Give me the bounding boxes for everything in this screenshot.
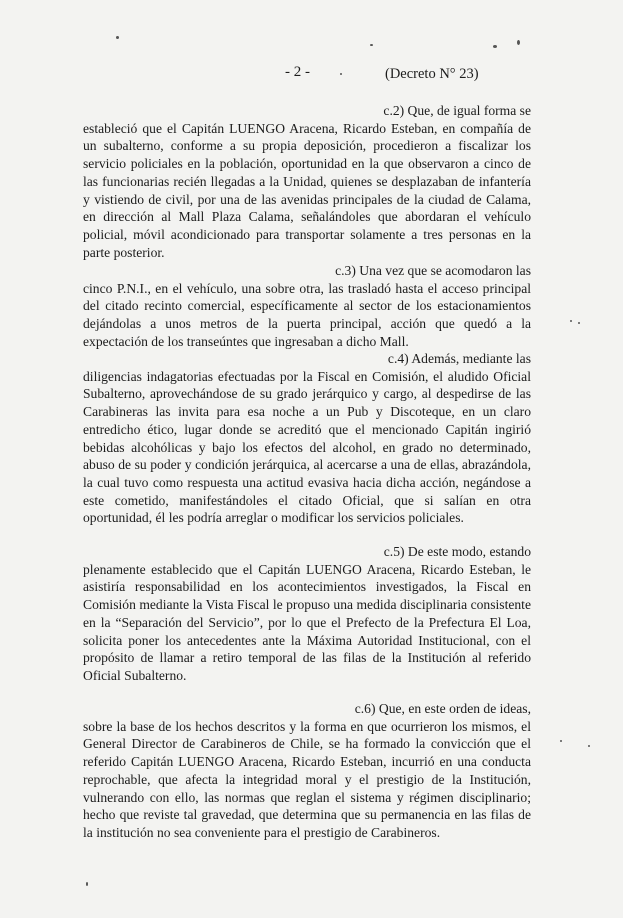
paragraph-lead: c.5) De este modo, estando xyxy=(383,544,531,559)
paragraph-c2 xyxy=(83,102,531,261)
paragraph-body: diligencias indagatorias efectuadas por la Fiscal en Comisión, el aludido Oficial Subalterno, aprovechándose de su grado jerárquico y cargo, al despedirse de las Carabineras las invita para esa noche a un Pub y Discoteque, en un claro entredicho ético, lugar donde se acreditó que el mencionado Capitán ingirió bebidas alcohólicas y bajo los efectos del alcohol, en grado no determinado, abuso de su poder y condición jerárquica, al acercarse a una de ellas, abrazándola, la cual tuvo como respuesta una actitud evasiva hacia dicha acción, negándose a este cometido, manifestándoles el citado Oficial, que si salían en otra oportunidad, él les podría arreglar o modificar los servicios policiales. xyxy=(83,368,531,526)
paragraph-c4 xyxy=(83,350,531,527)
decree-reference: (Decreto N° 23) xyxy=(385,66,479,82)
scan-speck xyxy=(370,44,373,46)
scan-speck xyxy=(578,322,580,324)
paragraph-lead: c.4) Además, mediante las xyxy=(387,351,531,366)
paragraph-c6 xyxy=(83,700,531,842)
page-number: - 2 - xyxy=(285,64,310,80)
paragraph-body: plenamente establecido que el Capitán LUENGO Aracena, Ricardo Esteban, le asistiría responsabilidad en los acontecimientos investigados, la Fiscal en Comisión mediante la Vista Fiscal le propuso una medida disciplinaria consistente en la “Separación del Servicio”, por lo que el Prefecto de la Prefectura El Loa, solicita poner los antecedentes ante la Máxima Autoridad Institucional, con el propósito de llamar a retiro temporal de las filas de la Institución al referido Oficial Subalterno. xyxy=(83,561,531,683)
paragraph-body: sobre la base de los hechos descritos y la forma en que ocurrieron los mismos, el General Director de Carabineros de Chile, se ha formado la convicción que el referido Capitán LUENGO Aracena, Ricardo Esteban, incurrió en una conducta reprochable, que afecta la integridad moral y el prestigio de la Institución, vulnerando con ello, las normas que reglan el sistema y régimen disciplinario; hecho que reviste tal gravedad, que determina que su permanencia en las filas de la institución no sea conveniente para el prestigio de Carabineros. xyxy=(83,718,531,840)
paragraph-lead: c.6) Que, en este orden de ideas, xyxy=(354,701,531,716)
paragraph-c5 xyxy=(83,543,531,685)
paragraph-lead: c.2) Que, de igual forma se xyxy=(383,103,531,118)
scan-speck xyxy=(116,36,119,39)
scan-speck xyxy=(493,45,497,48)
scan-speck xyxy=(570,320,572,322)
scan-speck xyxy=(517,40,520,45)
paragraph-body: cinco P.N.I., en el vehículo, una sobre otra, las trasladó hasta el acceso principal del citado recinto comercial, específicamente al sector de los estacionamientos dejándolas a unos metros de la puerta principal, acción que quedó a la expectación de los transeúntes que ingresaban a dicho Mall. xyxy=(83,280,531,349)
scan-speck xyxy=(560,740,562,742)
paragraph-lead: c.3) Una vez que se acomodaron las xyxy=(335,263,531,278)
paragraph-c3 xyxy=(83,262,531,351)
scan-speck xyxy=(86,882,88,886)
paragraph-body: estableció que el Capitán LUENGO Aracena, Ricardo Esteban, en compañía de un subalterno, conforme a su propia deposición, procedieron a fiscalizar los servicio policiales en la población, oportunidad en la que observaron a cinco de las funcionarias recién llegadas a la Unidad, quienes se desplazaban de infantería y vistiendo de civil, por una de las avenidas principales de la ciudad de Calama, en dirección al Mall Plaza Calama, señalándoles que abordaran el vehículo policial, móvil acondicionado para transportar solamente a tres personas en la parte posterior. xyxy=(83,120,531,260)
scan-speck xyxy=(340,73,342,75)
scan-speck xyxy=(588,745,590,747)
